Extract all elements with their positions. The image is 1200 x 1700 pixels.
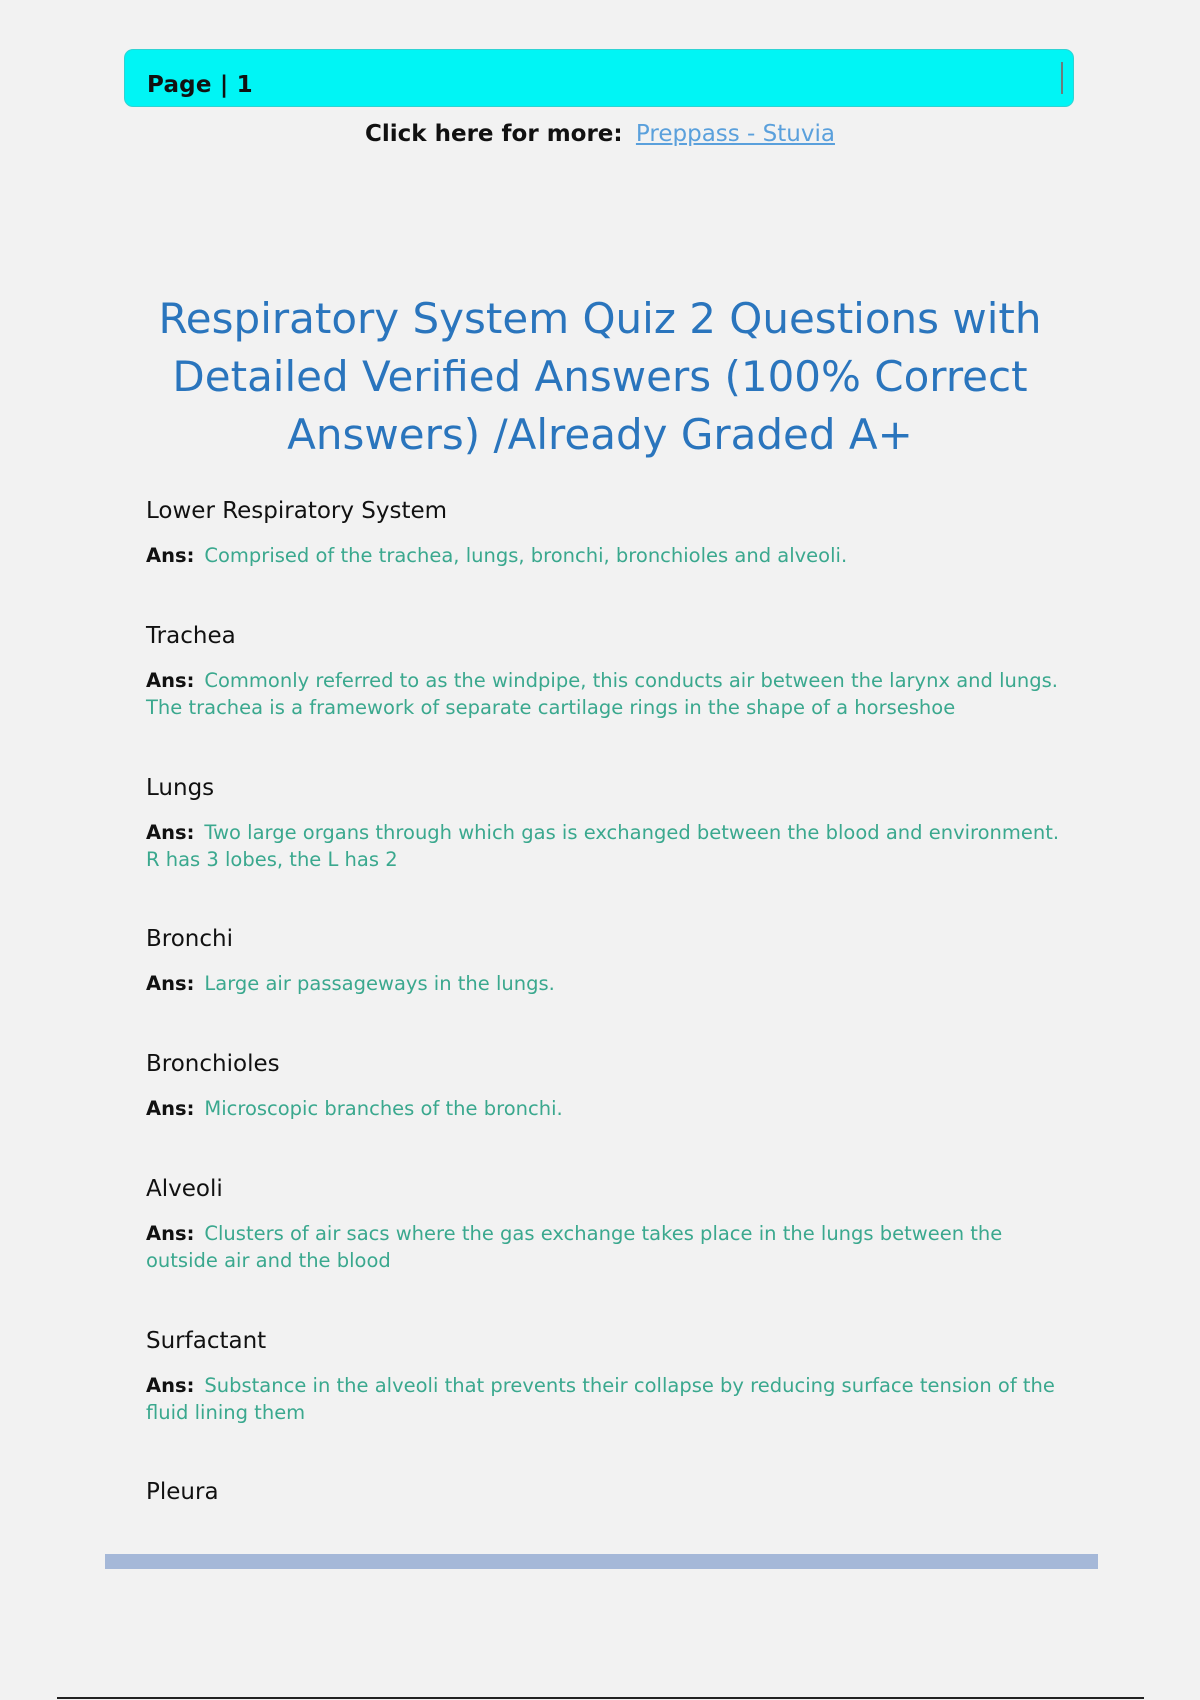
qa-item xyxy=(146,771,1076,922)
qa-item xyxy=(146,1475,1076,1509)
qa-item xyxy=(146,922,1076,1047)
page-bottom-rule xyxy=(57,1697,1144,1699)
answer-text xyxy=(146,819,1076,873)
question-text: Alveoli xyxy=(146,1176,223,1202)
header-divider xyxy=(1061,62,1063,94)
qa-list xyxy=(146,494,1076,1509)
answer-text xyxy=(146,1095,1076,1122)
ans-label: Ans: xyxy=(146,1097,195,1120)
qa-item xyxy=(146,1047,1076,1172)
answer-text xyxy=(146,970,1076,997)
answer-body: Substance in the alveoli that prevents their collapse by reducing surface tension of the fluid lining them xyxy=(146,1374,1055,1424)
answer-body: Comprised of the trachea, lungs, bronchi, bronchioles and alveoli. xyxy=(204,544,848,567)
page-number: Page | 1 xyxy=(147,72,253,98)
qa-item xyxy=(146,1172,1076,1324)
question-text: Lower Respiratory System xyxy=(146,498,448,524)
qa-item xyxy=(146,494,1076,619)
answer-body: Clusters of air sacs where the gas exchange takes place in the lungs between the outside air and the blood xyxy=(146,1222,1003,1272)
question-text: Lungs xyxy=(146,775,215,801)
answer-text xyxy=(146,667,1076,721)
answer-body: Microscopic branches of the bronchi. xyxy=(204,1097,563,1120)
question-text: Bronchi xyxy=(146,926,233,952)
answer-text xyxy=(146,1372,1076,1426)
question-text: Pleura xyxy=(146,1479,219,1505)
ans-label: Ans: xyxy=(146,544,195,567)
document-title: Respiratory System Quiz 2 Questions with Detailed Verified Answers (100% Correct Answers) /Already Graded A+ xyxy=(158,294,1042,460)
more-line xyxy=(0,121,1200,147)
ans-label: Ans: xyxy=(146,821,195,844)
question-text: Trachea xyxy=(146,623,236,649)
qa-item xyxy=(146,1324,1076,1475)
ans-label: Ans: xyxy=(146,1374,195,1397)
answer-text xyxy=(146,1220,1076,1274)
page-header-bar xyxy=(124,49,1074,107)
question-text: Bronchioles xyxy=(146,1051,280,1077)
answer-body: Large air passageways in the lungs. xyxy=(204,972,555,995)
answer-body: Commonly referred to as the windpipe, this conducts air between the larynx and lungs. The trachea is a framework of separate cartilage rings in the shape of a horseshoe xyxy=(146,669,1058,719)
ans-label: Ans: xyxy=(146,972,195,995)
answer-text xyxy=(146,542,1076,569)
preppass-stuvia-link[interactable]: Preppass - Stuvia xyxy=(635,121,835,147)
question-text: Surfactant xyxy=(146,1328,267,1354)
footer-bar xyxy=(105,1554,1098,1569)
ans-label: Ans: xyxy=(146,1222,195,1245)
qa-item xyxy=(146,619,1076,771)
more-label: Click here for more: xyxy=(365,121,623,147)
ans-label: Ans: xyxy=(146,669,195,692)
answer-body: Two large organs through which gas is exchanged between the blood and environment. R has 3 lobes, the L has 2 xyxy=(146,821,1060,871)
